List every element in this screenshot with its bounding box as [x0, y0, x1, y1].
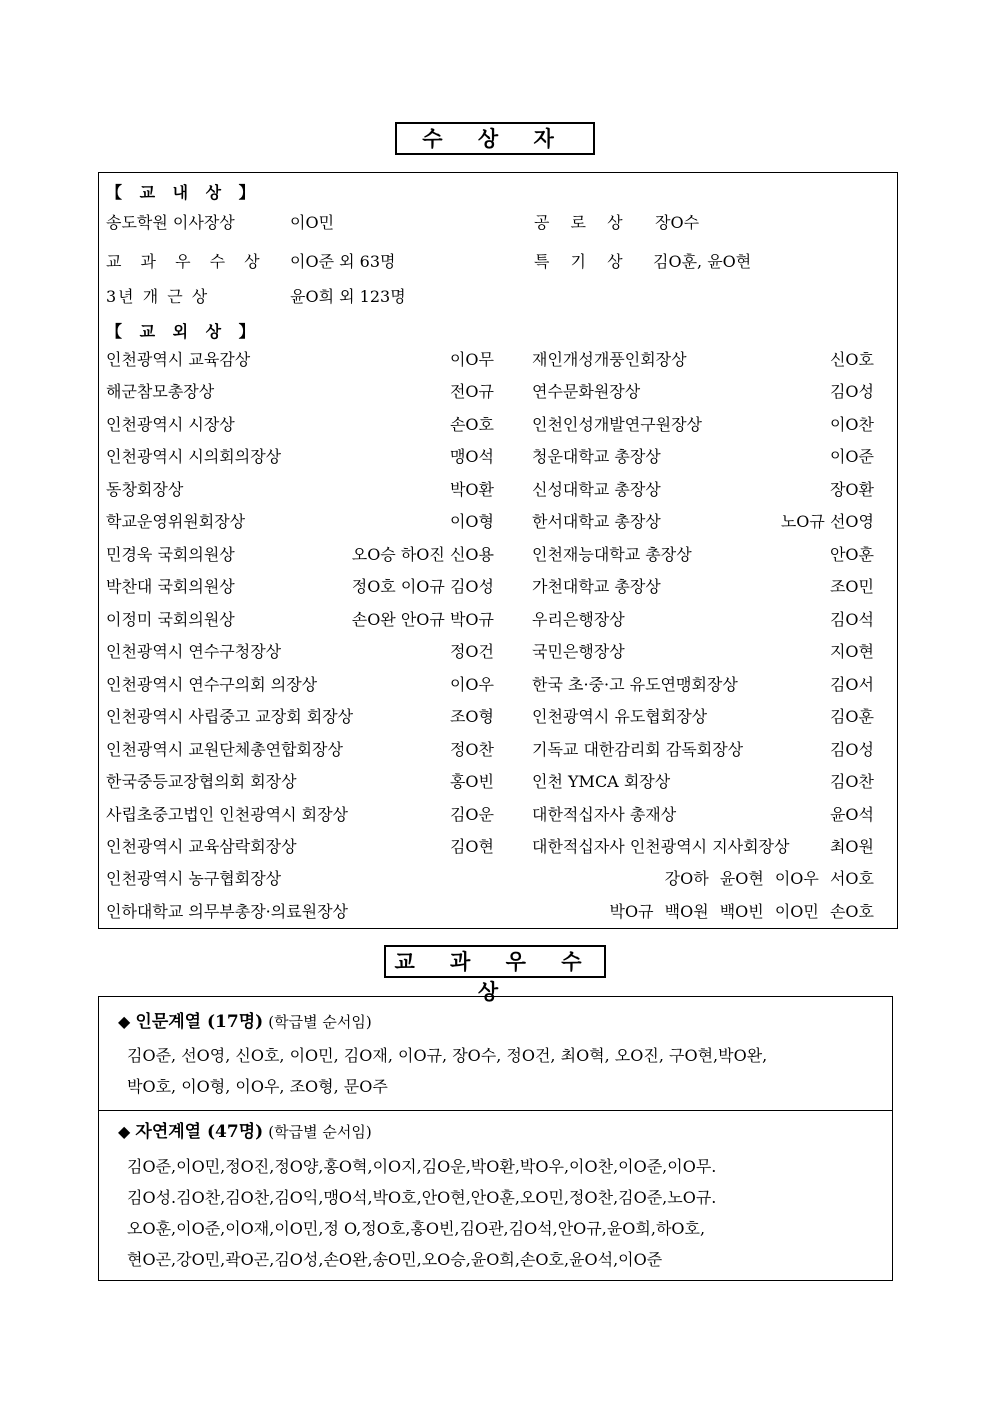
award-label: 공 로 상 — [534, 213, 631, 232]
award-recipient: 이O찬 — [829, 415, 874, 434]
award-recipient: 이O준 외 63명 — [290, 252, 396, 271]
award-recipient: 김O성 — [829, 382, 874, 401]
award-label: 국민은행장상 — [532, 642, 625, 661]
award-label: 한국 초·중·고 유도연맹회장상 — [532, 675, 738, 694]
award-recipient: 김O훈 — [829, 707, 874, 726]
award-label: 사립초중고법인 인천광역시 회장상 — [106, 805, 349, 824]
award-label: 3년 개 근 상 — [106, 287, 210, 306]
award-label: 한서대학교 총장상 — [532, 512, 661, 531]
award-recipient: 장O수 — [655, 213, 700, 232]
award-label: 교 과 우 수 상 — [106, 252, 267, 271]
humanities-heading — [118, 1012, 372, 1032]
natural-name: 자연계열 (47명) — [135, 1122, 264, 1142]
diamond-icon: ◆ — [118, 1012, 131, 1031]
award-recipient: 윤O희 외 123명 — [290, 287, 406, 306]
award-label: 동창회장상 — [106, 480, 184, 499]
award-label: 인천 YMCA 회장상 — [532, 772, 671, 791]
award-recipient: 맹O석 — [449, 447, 494, 466]
award-label: 인천광역시 교육감상 — [106, 350, 251, 369]
award-recipient: 안O훈 — [829, 545, 874, 564]
award-recipient: 김O찬 — [829, 772, 874, 791]
award-label: 인천광역시 시의회의장상 — [106, 447, 282, 466]
award-recipient: 신O호 — [829, 350, 874, 369]
award-label: 한국중등교장협의회 회장상 — [106, 772, 297, 791]
excellence-title: 교 과 우 수 상 — [384, 945, 606, 978]
award-recipient: 손O완 안O규 박O규 — [351, 610, 494, 629]
award-label: 송도학원 이사장상 — [106, 213, 235, 232]
internal-awards-header: 【 교 내 상 】 — [106, 183, 261, 202]
award-label: 이정미 국회의원상 — [106, 610, 235, 629]
diamond-icon: ◆ — [118, 1122, 131, 1141]
award-label: 재인개성개풍인회장상 — [532, 350, 687, 369]
award-label: 인천광역시 연수구청장상 — [106, 642, 282, 661]
award-label: 인하대학교 의무부총장·의료원장상 — [106, 902, 349, 921]
award-recipient: 김O훈, 윤O현 — [653, 252, 752, 271]
humanities-name: 인문계열 (17명) — [135, 1012, 264, 1032]
award-label: 인천광역시 교원단체총연합회장상 — [106, 740, 343, 759]
award-label: 청운대학교 총장상 — [532, 447, 661, 466]
recipients-title: 수 상 자 — [395, 122, 595, 155]
award-recipient: 이O준 — [829, 447, 874, 466]
section-divider — [98, 1110, 893, 1111]
award-recipient: 장O환 — [829, 480, 874, 499]
award-recipient: 조O민 — [829, 577, 874, 596]
award-recipient: 김O현 — [449, 837, 494, 856]
award-label: 인천광역시 연수구의회 의장상 — [106, 675, 318, 694]
award-recipient: 이O민 — [290, 213, 335, 232]
award-label: 인천광역시 농구협회장상 — [106, 869, 282, 888]
award-recipient: 조O형 — [449, 707, 494, 726]
natural-names-line: 오O훈,이O준,이O재,이O민,정 O,정O호,홍O빈,김O관,김O석,안O규,윤O희,하O호, — [127, 1219, 706, 1238]
award-recipient: 정O건 — [449, 642, 494, 661]
award-recipient: 박O환 — [449, 480, 494, 499]
humanities-names-line: 김O준, 선O영, 신O호, 이O민, 김O재, 이O규, 장O수, 정O건, 최O혁, 오O진, 구O현,박O완, — [127, 1046, 768, 1065]
award-label: 기독교 대한감리회 감독회장상 — [532, 740, 744, 759]
natural-names-line: 김O성.김O찬,김O찬,김O익,맹O석,박O호,안O현,안O훈,오O민,정O찬,김O준,노O규. — [127, 1188, 717, 1207]
award-label: 박찬대 국회의원상 — [106, 577, 235, 596]
natural-heading — [118, 1122, 372, 1142]
award-recipient: 이O무 — [449, 350, 494, 369]
humanities-names-line: 박O호, 이O형, 이O우, 조O형, 문O주 — [127, 1077, 388, 1096]
award-recipient: 강O하 윤O현 이O우 서O호 — [664, 869, 874, 888]
external-awards-header: 【 교 외 상 】 — [106, 322, 261, 341]
award-recipient: 정O찬 — [449, 740, 494, 759]
award-label: 특 기 상 — [534, 252, 631, 271]
award-recipient: 노O규 선O영 — [780, 512, 874, 531]
award-label: 가천대학교 총장상 — [532, 577, 661, 596]
award-label: 우리은행장상 — [532, 610, 625, 629]
award-recipient: 이O우 — [449, 675, 494, 694]
award-label: 대한적십자사 총재상 — [532, 805, 677, 824]
award-label: 대한적십자사 인천광역시 지사회장상 — [532, 837, 790, 856]
award-recipient: 김O석 — [829, 610, 874, 629]
natural-names-line: 현O곤,강O민,곽O곤,김O성,손O완,송O민,오O승,윤O희,손O호,윤O석,이O준 — [127, 1250, 663, 1269]
award-label: 해군참모총장상 — [106, 382, 215, 401]
award-label: 신성대학교 총장상 — [532, 480, 661, 499]
award-recipient: 지O현 — [829, 642, 874, 661]
award-label: 연수문화원장상 — [532, 382, 641, 401]
order-note: (학급별 순서임) — [268, 1013, 372, 1031]
award-label: 인천인성개발연구원장상 — [532, 415, 703, 434]
award-recipient: 오O승 하O진 신O용 — [351, 545, 494, 564]
award-label: 민경욱 국회의원상 — [106, 545, 235, 564]
award-label: 인천광역시 시장상 — [106, 415, 235, 434]
award-label: 인천광역시 유도협회장상 — [532, 707, 708, 726]
award-recipient: 이O형 — [449, 512, 494, 531]
award-recipient: 윤O석 — [829, 805, 874, 824]
award-recipient: 정O호 이O규 김O성 — [351, 577, 494, 596]
award-recipient: 김O서 — [829, 675, 874, 694]
award-label: 인천광역시 사립중고 교장회 회장상 — [106, 707, 354, 726]
award-recipient: 홍O빈 — [449, 772, 494, 791]
award-recipient: 최O원 — [829, 837, 874, 856]
award-recipient: 김O성 — [829, 740, 874, 759]
award-recipient: 박O규 백O원 백O빈 이O민 손O호 — [609, 902, 874, 921]
natural-names-line: 김O준,이O민,정O진,정O양,홍O혁,이O지,김O운,박O환,박O우,이O찬,이O준,이O무. — [127, 1157, 717, 1176]
award-label: 인천광역시 교육삼락회장상 — [106, 837, 297, 856]
award-recipient: 손O호 — [449, 415, 494, 434]
award-label: 학교운영위원회장상 — [106, 512, 246, 531]
award-label: 인천재능대학교 총장상 — [532, 545, 692, 564]
award-recipient: 전O규 — [449, 382, 494, 401]
order-note: (학급별 순서임) — [268, 1123, 372, 1141]
award-recipient: 김O운 — [449, 805, 494, 824]
